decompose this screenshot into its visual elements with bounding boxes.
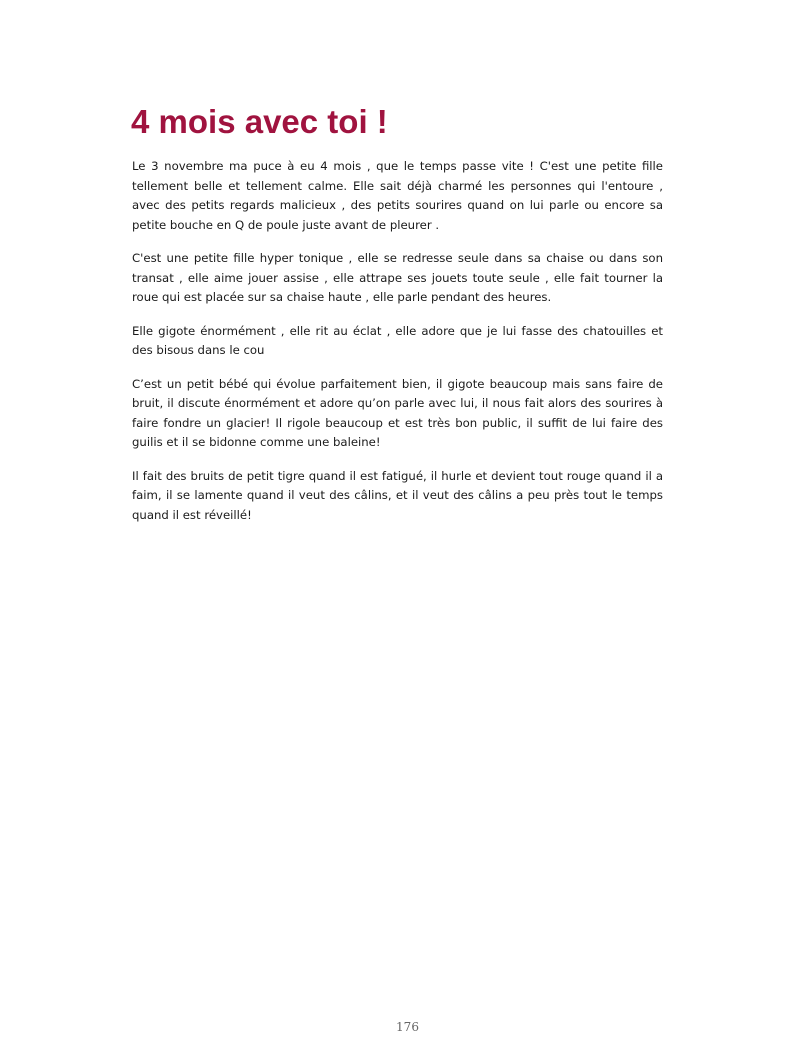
body-text xyxy=(132,157,663,539)
page-number: 176 xyxy=(396,1020,419,1034)
page-title: 4 mois avec toi ! xyxy=(131,103,388,140)
paragraph-3: Elle gigote énormément , elle rit au éclat , elle adore que je lui fasse des chatouilles et des bisous dans le cou xyxy=(132,323,663,357)
paragraph-1: Le 3 novembre ma puce à eu 4 mois , que le temps passe vite ! C'est une petite fille tellement belle et tellement calme. Elle sait déjà charmé les personnes qui l'entoure , avec des petits regards malicieux , des petits sourires quand on lui parle ou encore sa petite bouche en Q de poule juste avant de pleurer . xyxy=(132,159,663,232)
paragraph-4: C’est un petit bébé qui évolue parfaitement bien, il gigote beaucoup mais sans faire de bruit, il discute énormément et adore qu’on parle avec lui, il nous fait alors des sourires à faire fondre un glacier! Il rigole beaucoup et est très bon public, il suffit de lui faire des guilis et il se bidonne comme une baleine! xyxy=(132,376,663,449)
paragraph-5: Il fait des bruits de petit tigre quand il est fatigué, il hurle et devient tout rouge quand il a faim, il se lamente quand il veut des câlins, et il veut des câlins a peu près tout le temps quand il est réveillé! xyxy=(132,468,663,522)
paragraph-2: C'est une petite fille hyper tonique , elle se redresse seule dans sa chaise ou dans son transat , elle aime jouer assise , elle attrape ses jouets toute seule , elle fait tourner la roue qui est placée sur sa chaise haute , elle parle pendant des heures. xyxy=(132,251,663,304)
